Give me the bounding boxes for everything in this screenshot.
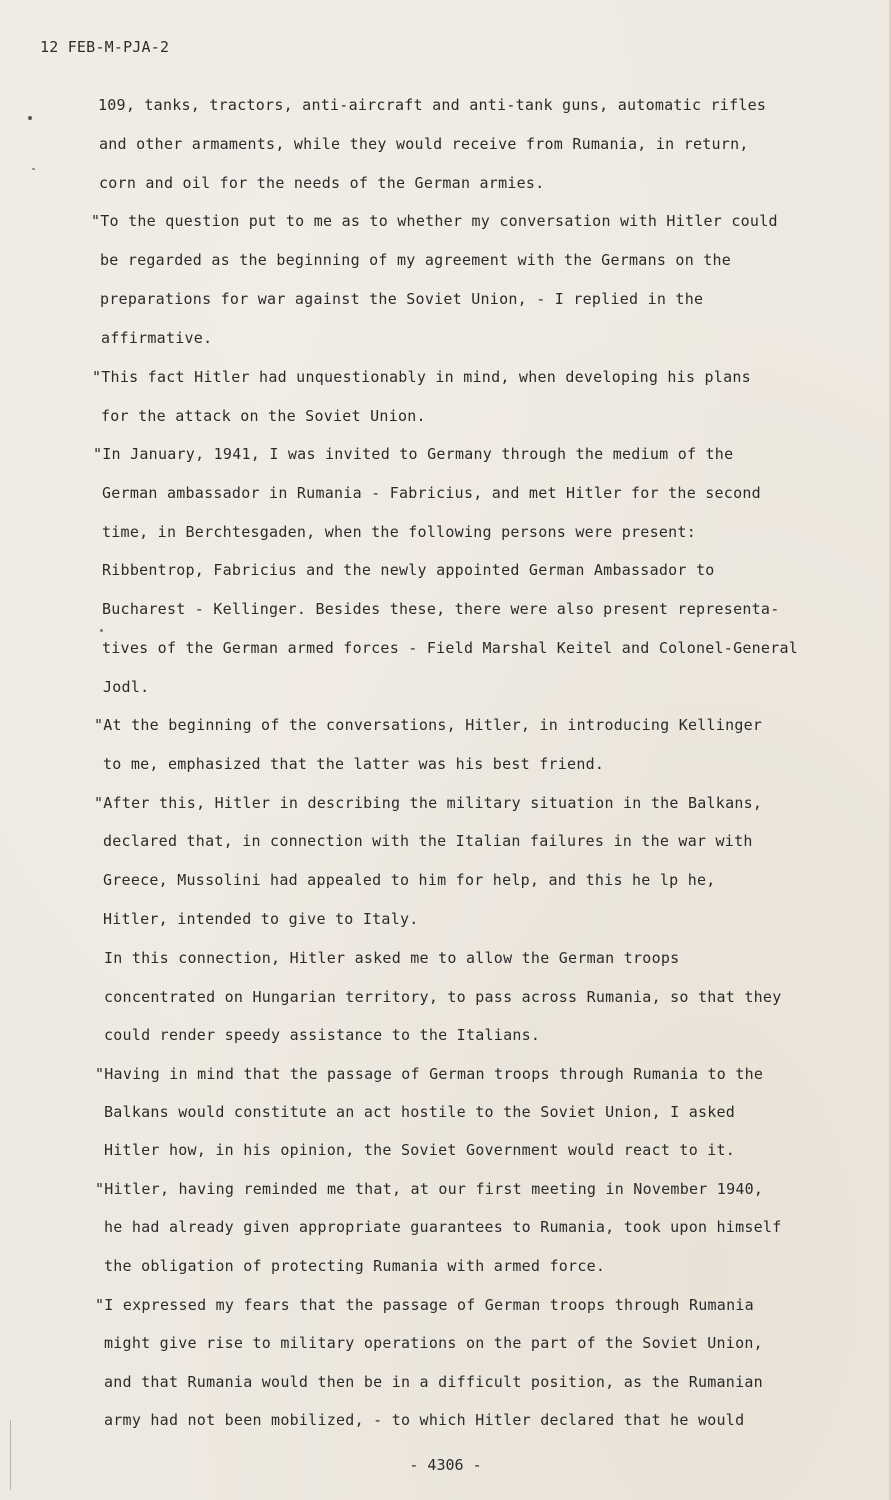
text-line: "I expressed my fears that the passage of German troops through Rumania	[95, 1296, 754, 1314]
text-line: Hitler how, in his opinion, the Soviet Government would react to it.	[104, 1141, 736, 1159]
text-line: preparations for war against the Soviet Union, - I replied in the	[100, 290, 704, 308]
text-line: could render speedy assistance to the Italians.	[104, 1026, 541, 1044]
stray-mark	[32, 168, 35, 170]
text-line: "After this, Hitler in describing the military situation in the Balkans,	[94, 794, 763, 812]
document-header: 12 FEB-M-PJA-2	[40, 38, 170, 56]
text-line: and that Rumania would then be in a difficult position, as the Rumanian	[104, 1373, 763, 1391]
text-line: he had already given appropriate guarantees to Rumania, took upon himself	[104, 1218, 782, 1236]
stray-mark	[28, 116, 32, 120]
text-line: army had not been mobilized, - to which Hitler declared that he would	[104, 1411, 745, 1429]
text-line: to me, emphasized that the latter was his best friend.	[103, 755, 605, 773]
stray-mark	[100, 629, 103, 632]
text-line: German ambassador in Rumania - Fabricius, and met Hitler for the second	[102, 484, 761, 502]
text-line: Hitler, intended to give to Italy.	[103, 910, 419, 928]
text-line: Jodl.	[103, 678, 150, 696]
text-line: 109, tanks, tractors, anti-aircraft and anti-tank guns, automatic rifles	[98, 96, 767, 114]
text-line: for the attack on the Soviet Union.	[101, 407, 426, 425]
text-line: corn and oil for the needs of the German armies.	[99, 174, 545, 192]
text-line: In this connection, Hitler asked me to allow the German troops	[104, 949, 680, 967]
text-line: the obligation of protecting Rumania with armed force.	[104, 1257, 606, 1275]
text-line: time, in Berchtesgaden, when the following persons were present:	[102, 523, 696, 541]
page-number: - 4306 -	[409, 1456, 482, 1474]
text-line: concentrated on Hungarian territory, to pass across Rumania, so that they	[104, 988, 782, 1006]
text-line: "This fact Hitler had unquestionably in mind, when developing his plans	[92, 368, 751, 386]
text-line: might give rise to military operations on the part of the Soviet Union,	[104, 1334, 763, 1352]
text-line: Bucharest - Kellinger. Besides these, there were also present representa-	[102, 600, 780, 618]
text-line: and other armaments, while they would receive from Rumania, in return,	[99, 135, 749, 153]
text-line: affirmative.	[101, 329, 213, 347]
text-line: "Having in mind that the passage of German troops through Rumania to the	[95, 1065, 764, 1083]
text-line: Greece, Mussolini had appealed to him for help, and this he lp he,	[103, 871, 716, 889]
text-line: be regarded as the beginning of my agreement with the Germans on the	[100, 251, 732, 269]
text-line: "In January, 1941, I was invited to Germany through the medium of the	[93, 445, 734, 463]
text-line: "To the question put to me as to whether my conversation with Hitler could	[91, 212, 778, 230]
text-line: "At the beginning of the conversations, Hitler, in introducing Kellinger	[94, 716, 763, 734]
text-line: "Hitler, having reminded me that, at our first meeting in November 1940,	[95, 1180, 764, 1198]
text-line: tives of the German armed forces - Field Marshal Keitel and Colonel-General	[102, 639, 799, 657]
text-line: declared that, in connection with the Italian failures in the war with	[103, 832, 753, 850]
text-line: Balkans would constitute an act hostile to the Soviet Union, I asked	[104, 1103, 736, 1121]
edge-scratch	[10, 1420, 11, 1490]
text-line: Ribbentrop, Fabricius and the newly appointed German Ambassador to	[102, 561, 715, 579]
